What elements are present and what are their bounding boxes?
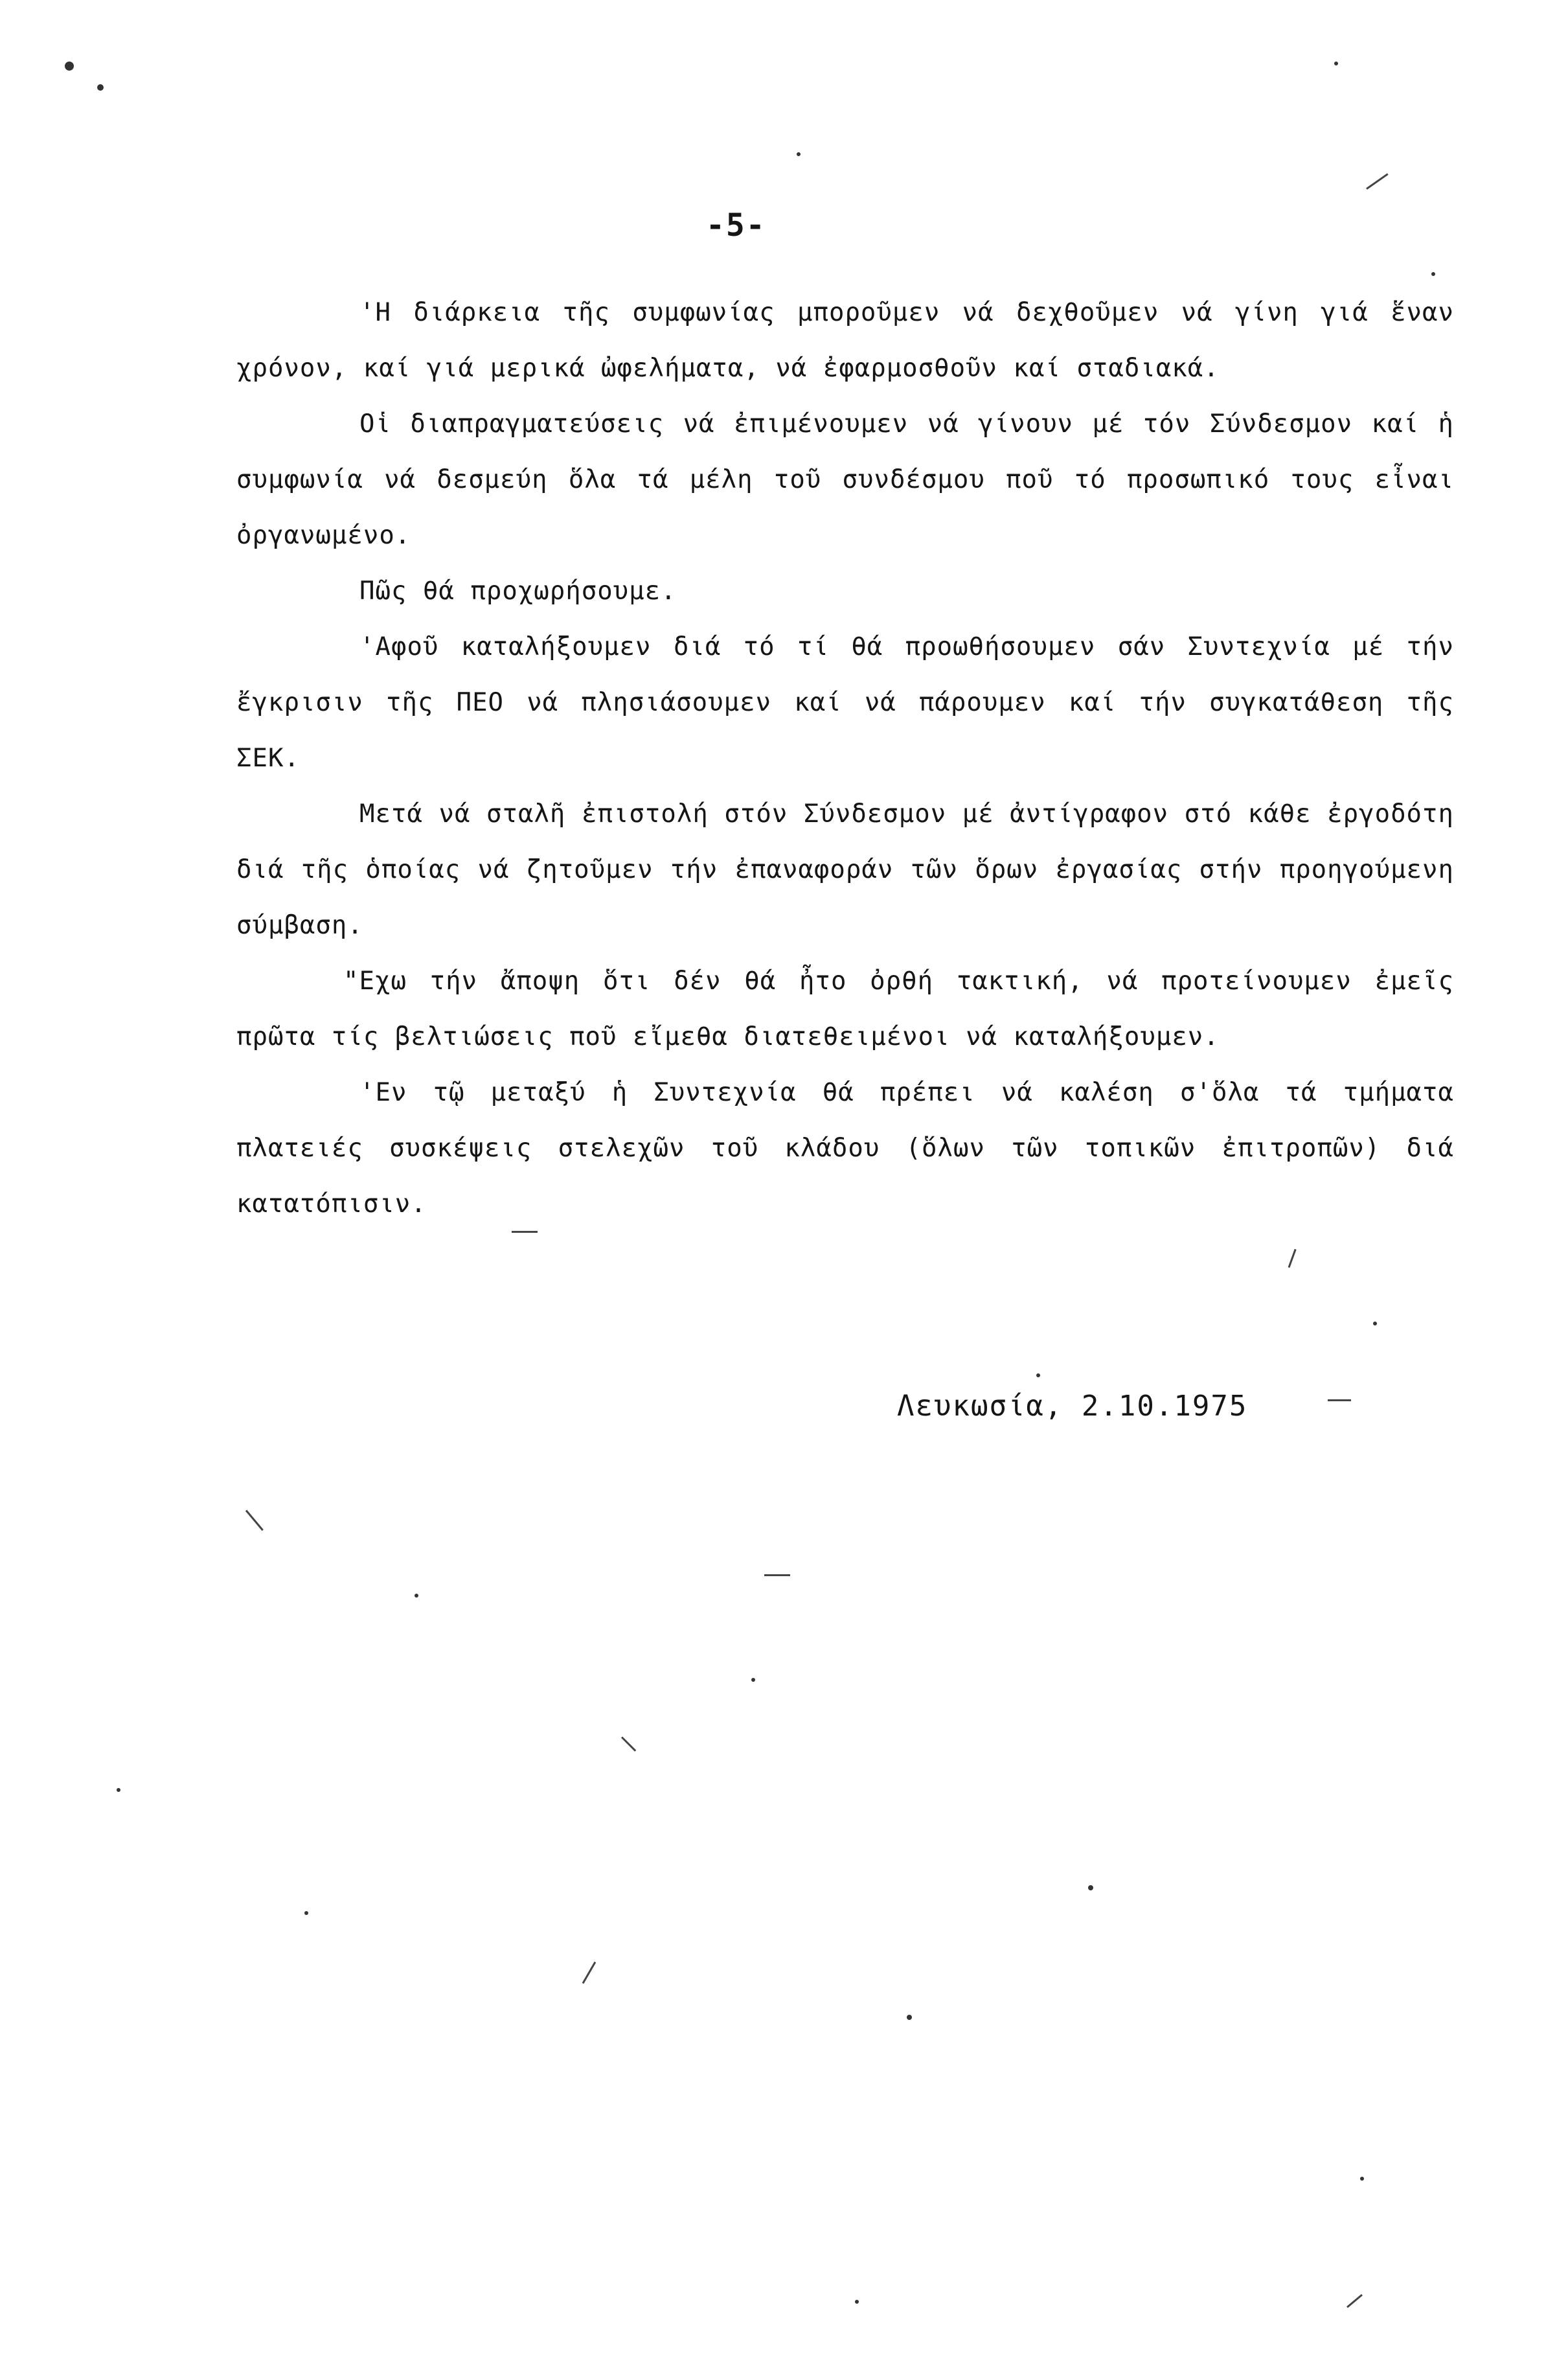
scan-speck xyxy=(797,152,801,156)
scan-speck xyxy=(1360,2177,1364,2181)
scan-speck xyxy=(97,84,104,91)
paragraph-negotiations: Οἱ διαπραγματεύσεις νά ἐπιμένουμεν νά γίνουν μέ τόν Σύνδεσμον καί ἡ συμφωνία νά δεσμεύη ὅλα τά μέλη τοῦ συνδέσμου ποῦ τό προσωπικό τους εἶναι ὀργανωμένο. xyxy=(236,409,1454,550)
scan-speck xyxy=(751,1678,755,1682)
paragraph-how-to-proceed: Πῶς θά προχωρήσουμε. xyxy=(359,577,677,606)
scan-speck xyxy=(1088,1885,1093,1890)
scan-mark xyxy=(764,1574,790,1576)
page-number: -5- xyxy=(706,207,766,244)
scan-speck xyxy=(1334,62,1338,65)
scan-mark xyxy=(1328,1399,1351,1401)
scan-mark xyxy=(1346,2294,1363,2308)
scan-mark xyxy=(245,1510,264,1531)
place-and-date: Λευκωσία, 2.10.1975 xyxy=(897,1390,1248,1423)
scan-mark xyxy=(512,1231,538,1233)
paragraph-approval: 'Αφοῦ καταλήξουμεν διά τό τί θά προωθήσουμεν σάν Συντεχνία μέ τήν ἔγκρισιν τῆς ΠΕΟ νά πλησιάσουμεν καί νά πάρουμεν καί τήν συγκατάθεση τῆς ΣΕΚ. xyxy=(236,632,1454,773)
scan-speck xyxy=(855,2300,859,2304)
scan-mark xyxy=(621,1736,636,1751)
scan-speck xyxy=(117,1788,120,1792)
paragraph-meetings: 'Εν τῷ μεταξύ ἡ Συντεχνία θά πρέπει νά καλέση σ'ὅλα τά τμήματα πλατειές συσκέψεις στελεχῶν τοῦ κλάδου (ὅλων τῶν τοπικῶν ἐπιτροπῶν) διά κατατόπισιν. xyxy=(236,1078,1454,1219)
scan-mark xyxy=(1288,1249,1297,1268)
paragraph-tactics: "Εχω τήν ἄποψη ὅτι δέν θά ἦτο ὀρθή τακτική, νά προτείνουμεν ἐμεῖς πρῶτα τίς βελτιώσεις ποῦ εἴμεθα διατεθειμένοι νά καταλήξουμεν. xyxy=(236,967,1454,1051)
scan-speck xyxy=(907,2015,912,2020)
scan-mark xyxy=(1366,173,1388,189)
paragraph-letter: Μετά νά σταλῆ ἐπιστολή στόν Σύνδεσμον μέ ἀντίγραφον στό κάθε ἐργοδότη διά τῆς ὁποίας νά ζητοῦμεν τήν ἐπαναφοράν τῶν ὅρων ἐργασίας στήν προηγούμενη σύμβαση. xyxy=(236,799,1454,940)
scan-speck xyxy=(304,1911,308,1915)
scan-speck xyxy=(1373,1322,1377,1325)
paragraph-duration: 'Η διάρκεια τῆς συμφωνίας μποροῦμεν νά δεχθοῦμεν νά γίνη γιά ἕναν χρόνον, καί γιά μερικά ὠφελήματα, νά ἐφαρμοσθοῦν καί σταδιακά. xyxy=(236,298,1454,383)
scan-mark xyxy=(582,1962,597,1984)
scan-speck xyxy=(415,1594,418,1598)
scan-speck xyxy=(1431,272,1435,276)
letter-body xyxy=(236,285,1454,1232)
scan-speck xyxy=(65,62,74,71)
scan-speck xyxy=(1036,1373,1040,1377)
